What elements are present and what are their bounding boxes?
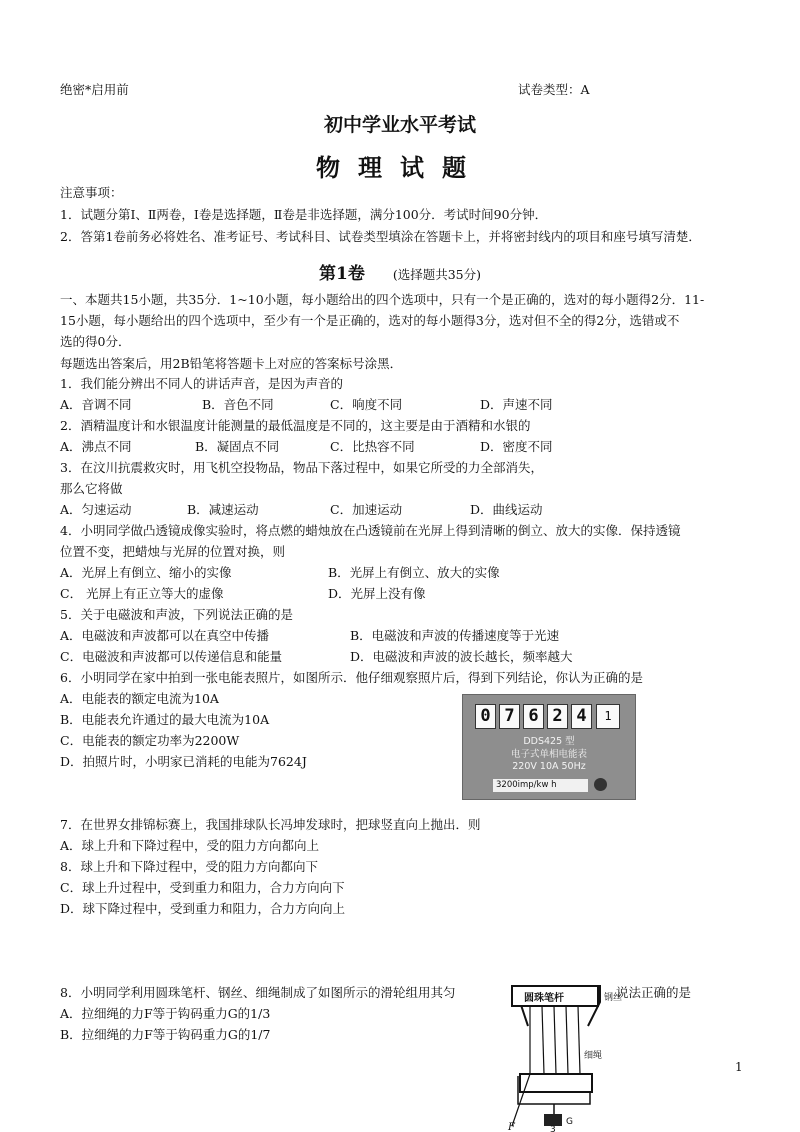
question-stem: 6．小明同学在家中拍到一张电能表照片，如图所示．他仔细观察照片后，得到下列结论，你认为正确的是 — [60, 670, 643, 685]
option-a: A．电磁波和声波都可以在真空中传播 — [60, 628, 270, 643]
question-stem: 1．我们能分辨出不同人的讲话声音，是因为声音的 — [60, 376, 343, 391]
meter-digit: 4 — [571, 704, 592, 729]
exam-title: 初中学业水平考试 — [323, 114, 476, 136]
option-a: A．音调不同 — [60, 397, 132, 412]
section-subtitle: (选择题共35分) — [392, 267, 481, 282]
pen-label: 圆珠笔杆 — [524, 993, 564, 1004]
option-a: A．拉细绳的力F等于钩码重力G的1/3 — [60, 1006, 271, 1021]
subject-title: 物理试题 — [316, 153, 484, 182]
rope-label: 细绳 — [584, 1051, 603, 1061]
meter-digit: 7 — [499, 704, 520, 729]
rope-strands — [530, 1006, 580, 1074]
meter-digit: 6 — [523, 704, 544, 729]
option-b: B．电能表允许通过的最大电流为10A — [60, 712, 270, 727]
meter-model: DDS425 型 — [523, 736, 575, 747]
question-stem-cont: 位置不变，把蜡烛与光屏的位置对换，则 — [60, 544, 286, 559]
bottom-pen-tube — [520, 1074, 592, 1092]
option-c: C．电磁波和声波都可以传递信息和能量 — [60, 649, 283, 664]
option-b: B．电磁波和声波的传播速度等于光速 — [350, 628, 560, 643]
option-a: A．沸点不同 — [60, 439, 132, 454]
meter-name: 电子式单相电能表 — [510, 749, 587, 760]
secret-label: 绝密*启用前 — [60, 82, 129, 97]
meter-imp-label: 3200imp/kw h — [493, 779, 588, 792]
instruction-line: 选的得0分． — [60, 334, 131, 349]
page-number: 1 — [735, 1060, 743, 1074]
option-d: D．拍照片时，小明家已消耗的电能为7624J — [60, 754, 307, 769]
option-c: C．球上升过程中，受到重力和阻力，合力方向向下 — [60, 880, 345, 895]
option-a: A．光屏上有倒立、缩小的实像 — [60, 565, 232, 580]
question-stem: 4．小明同学做凸透镜成像实验时，将点燃的蜡烛放在凸透镜前在光屏上得到清晰的倒立、放大的实像．保持透镜 — [60, 523, 681, 538]
instruction-line: 15小题，每小题给出的四个选项中，至少有一个是正确的，选对的每小题得3分，选对但不全的得2分，选错或不 — [60, 313, 680, 328]
meter-digit: 2 — [547, 704, 568, 729]
section-heading — [0, 259, 800, 284]
option-d: D．曲线运动 — [470, 502, 543, 517]
pulley-figure — [500, 980, 630, 1132]
meter-digits — [475, 704, 592, 729]
question-stem: 8．小明同学利用圆珠笔杆、钢丝、细绳制成了如图所示的滑轮组用其匀 — [60, 985, 456, 1000]
instruction-line: 一、本题共15小题，共35分．1~10小题，每小题给出的四个选项中，只有一个是正确的，选对的每小题得2分．11- — [60, 292, 705, 307]
option-b: B．光屏上有倒立、放大的实像 — [328, 565, 500, 580]
paper-type: 试卷类型：A — [518, 82, 590, 97]
note-item: 1．试题分第Ⅰ、Ⅱ两卷，I卷是选择题，Ⅱ卷是非选择题，满分100分．考试时间90分钟． — [60, 207, 548, 222]
option-c: C．电能表的额定功率为2200W — [60, 733, 240, 748]
question-stem: 5．关于电磁波和声波，下列说法正确的是 — [60, 607, 293, 622]
hook-label: 3 — [550, 1125, 556, 1132]
option-b: 8．球上升和下降过程中，受的阻力方向都向下 — [60, 859, 318, 874]
option-d: D．球下降过程中，受到重力和阻力，合力方向向上 — [60, 901, 346, 916]
question-stem-cont: 那么它将做 — [60, 481, 123, 496]
question-stem: 7．在世界女排锦标赛上，我国排球队长冯坤发球时，把球竖直向上抛出．则 — [60, 817, 481, 832]
section-title: 第1卷 — [318, 264, 365, 284]
option-c: C．比热容不同 — [330, 439, 415, 454]
option-c: C．加速运动 — [330, 502, 403, 517]
option-b: B．拉细绳的力F等于钩码重力G的1/7 — [60, 1027, 271, 1042]
option-c: C．响度不同 — [330, 397, 403, 412]
question-stem: 3．在汶川抗震救灾时，用飞机空投物品，物品下落过程中，如果它所受的力全部消失， — [60, 460, 543, 475]
option-d: D．电磁波和声波的波长越长，频率越大 — [350, 649, 573, 664]
option-a: A．电能表的额定电流为10A — [60, 691, 219, 706]
option-b: B．音色不同 — [202, 397, 274, 412]
question-stem-tail: 说法正确的是 — [616, 985, 692, 1000]
option-a: A．匀速运动 — [60, 502, 132, 517]
meter-decimal-digit: 1 — [596, 704, 620, 729]
option-d: D．密度不同 — [480, 439, 553, 454]
notes-heading: 注意事项： — [60, 185, 123, 200]
option-b: B．凝固点不同 — [195, 439, 280, 454]
option-d: D．光屏上没有像 — [328, 586, 426, 601]
question-stem: 2．酒精温度计和水银温度计能测量的最低温度是不同的，这主要是由于酒精和水银的 — [60, 418, 531, 433]
option-c: C． 光屏上有正立等大的虚像 — [60, 586, 224, 601]
electric-meter-photo — [462, 694, 636, 800]
meter-rating: 220V 10A 50Hz — [512, 761, 586, 772]
weight-label: G — [566, 1117, 573, 1127]
note-item: 2．答第1卷前务必将姓名、准考证号、考试科目、试卷类型填涂在答题卡上，并将密封线内的项目和座号填写清楚． — [60, 229, 701, 244]
meter-digit: 0 — [475, 704, 496, 729]
option-d: D．声速不同 — [480, 397, 553, 412]
force-label: F — [508, 1122, 515, 1132]
instruction-line: 每题选出答案后，用2B铅笔将答题卡上对应的答案标号涂黑． — [60, 356, 403, 371]
wire-label: 钢丝 — [604, 993, 623, 1003]
option-a: A．球上升和下降过程中，受的阻力方向都向上 — [60, 838, 320, 853]
option-b: B．减速运动 — [187, 502, 259, 517]
meter-pulse-light-icon — [594, 778, 607, 791]
